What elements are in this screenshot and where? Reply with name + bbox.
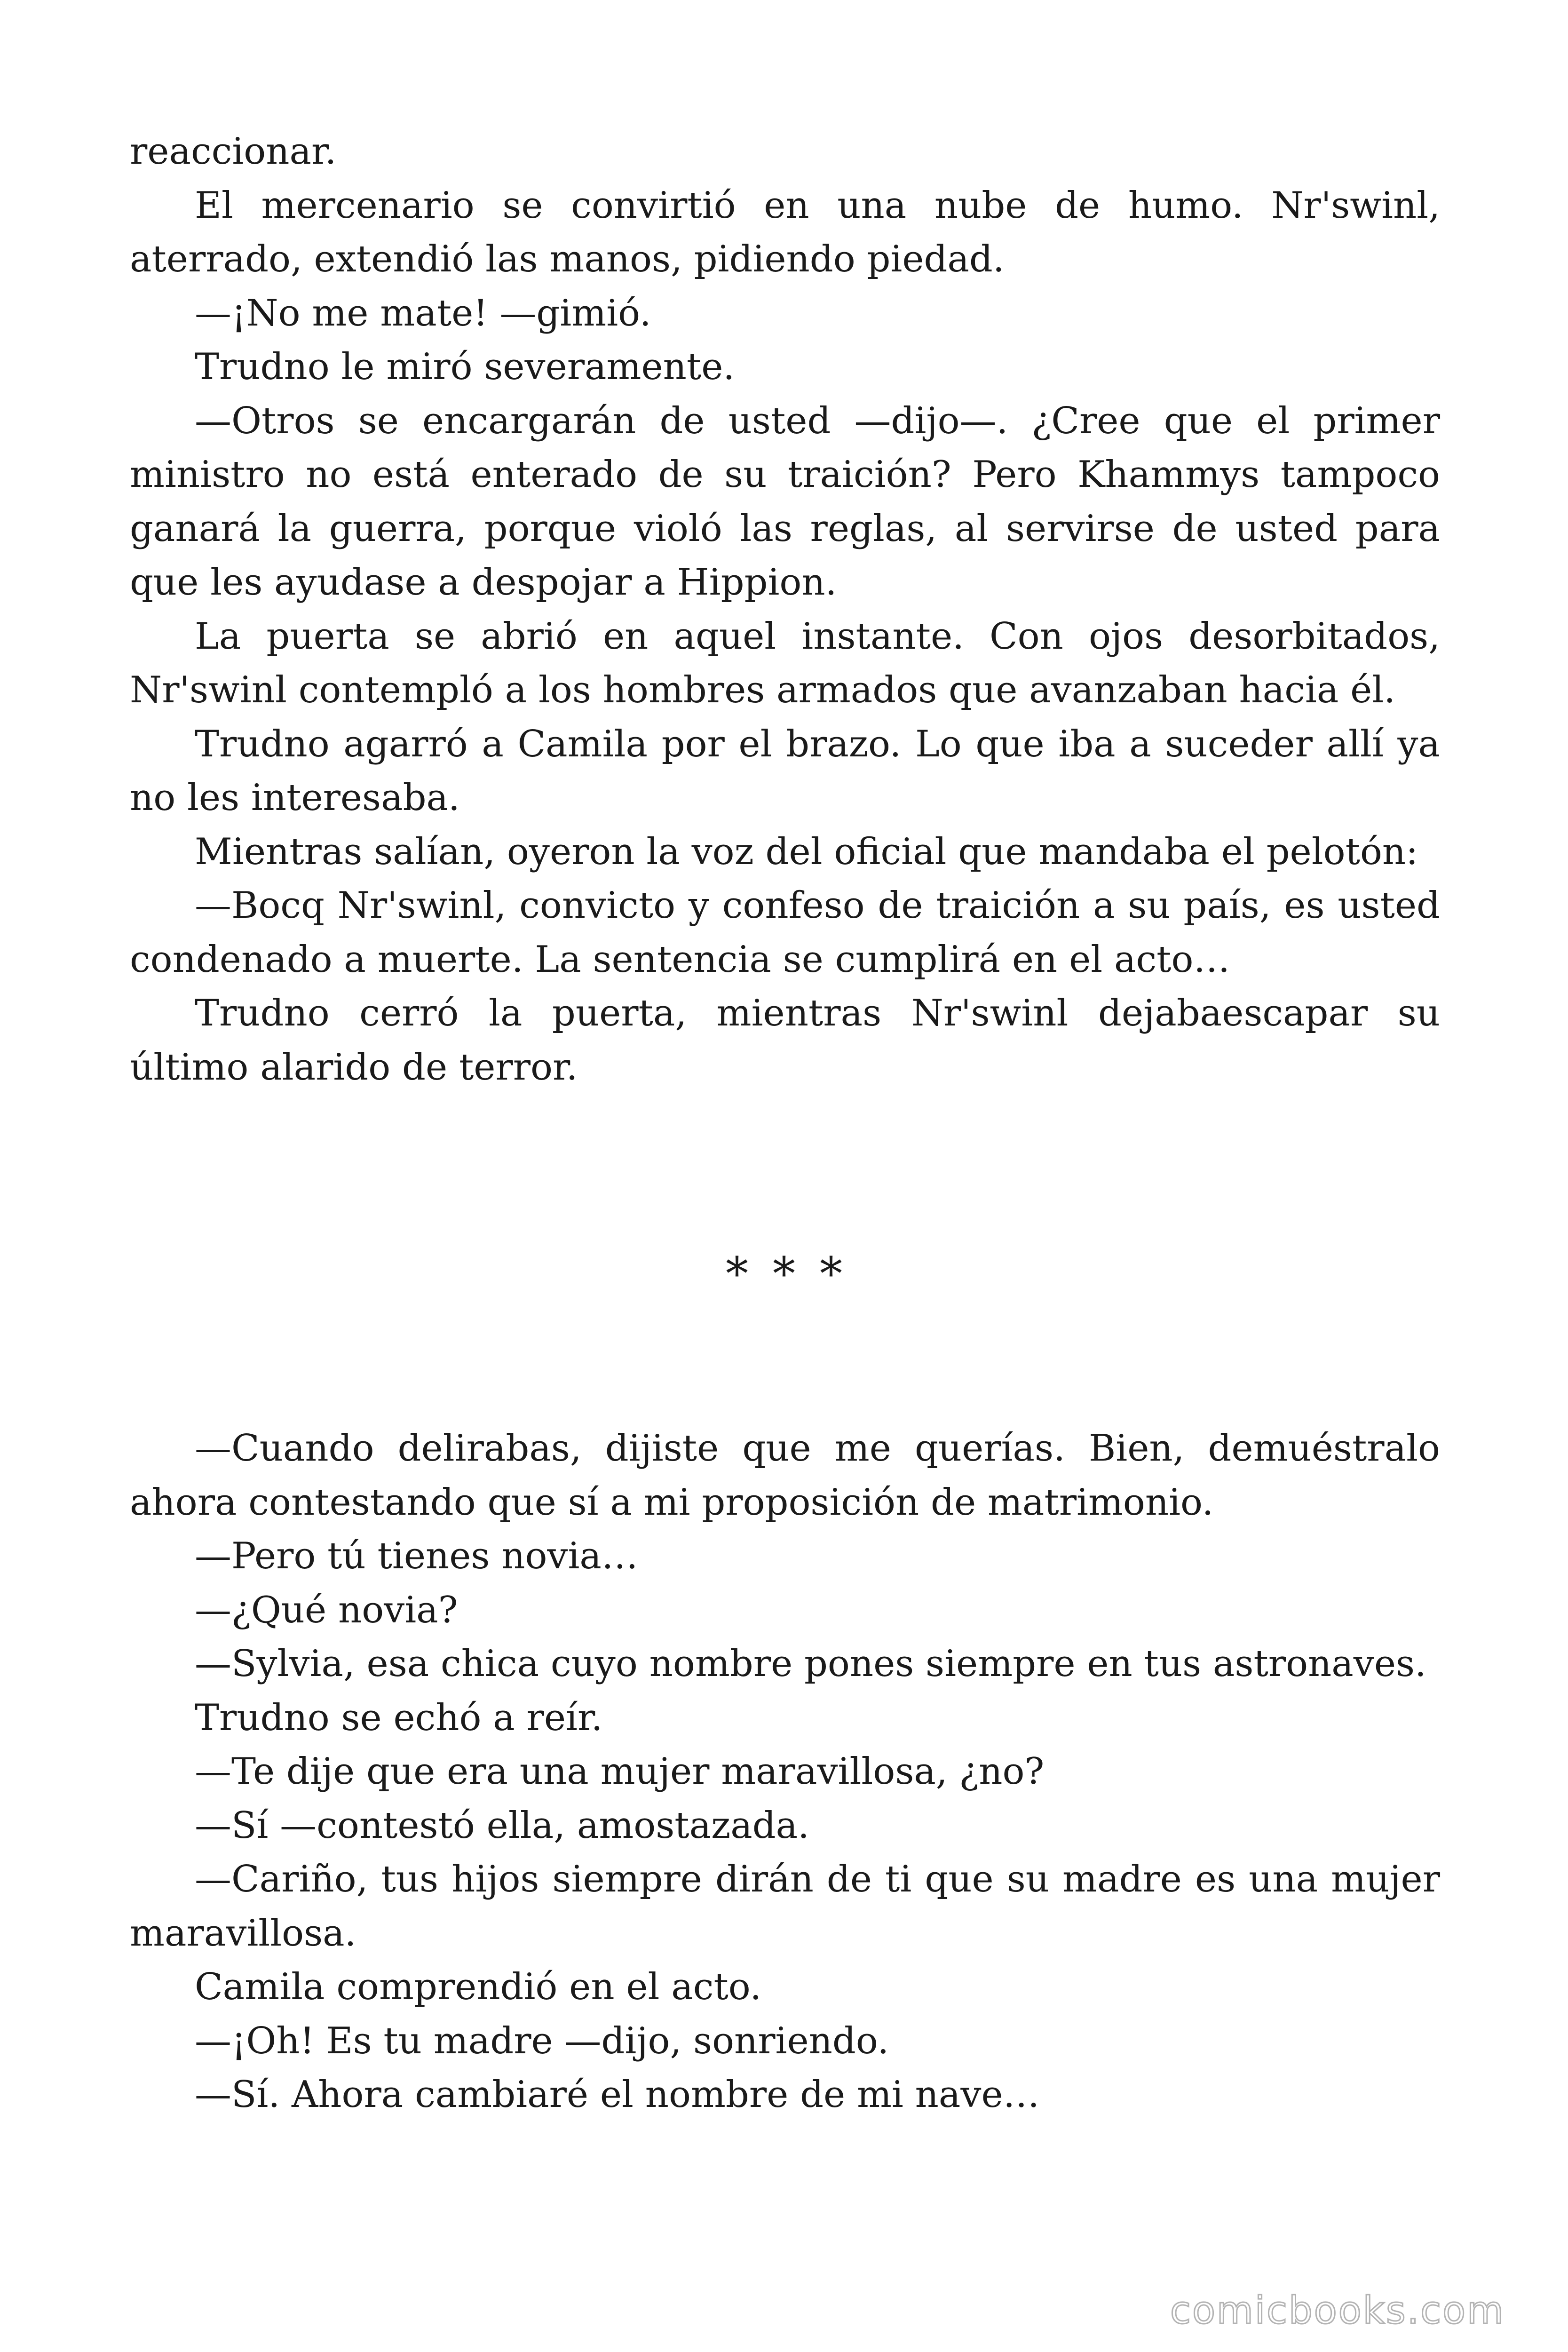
dialogue-line: —Bocq Nr'swinl, convicto y confeso de traición a su país, es usted condenado a muerte. La sentencia se cumplirá en el acto… [130,884,1440,981]
paragraph: Trudno cerró la puerta, mientras Nr'swinl dejabaescapar su último alarido de terror. [130,992,1440,1089]
watermark-logo: comicbooks.com [1170,2288,1505,2332]
paragraph: La puerta se abrió en aquel instante. Con ojos desorbitados, Nr'swinl contempló a los hombres armados que avanzaban hacia él. [130,615,1440,711]
dialogue-line: —¡No me mate! —gimió. [195,292,651,334]
dialogue-line: —Sylvia, esa chica cuyo nombre pones siempre en tus astronaves. [195,1643,1426,1685]
section-2-text [130,1422,1440,2122]
dialogue-line: —Cuando delirabas, dijiste que me querías. Bien, demuéstralo ahora contestando que sí a mi proposición de matrimonio. [130,1427,1440,1524]
dialogue-line: —Sí —contestó ella, amostazada. [195,1804,809,1847]
paragraph: Trudno agarró a Camila por el brazo. Lo que iba a suceder allí ya no les interesaba. [130,723,1440,819]
paragraph: El mercenario se convirtió en una nube de humo. Nr'swinl, aterrado, extendió las manos, pidiendo piedad. [130,184,1440,280]
paragraph: Mientras salían, oyeron la voz del oficial que mandaba el pelotón: [195,830,1418,873]
dialogue-line: —Cariño, tus hijos siempre dirán de ti que su madre es una mujer maravillosa. [130,1858,1440,1955]
section-1-text [130,125,1440,1094]
paragraph: reaccionar. [130,130,337,173]
dialogue-line: —¿Qué novia? [195,1589,458,1631]
dialogue-line: —Otros se encargarán de usted —dijo—. ¿Cree que el primer ministro no está enterado de su traición? Pero Khammys tampoco ganará la guerra, porque violó las reglas, al servirse de usted para que les ayudase a despojar a Hippion. [130,399,1440,604]
paragraph: Camila comprendió en el acto. [195,1966,762,2008]
dialogue-line: —Te dije que era una mujer maravillosa, ¿no? [195,1750,1045,1793]
separator-star: * [726,1248,748,1300]
section-separator [0,1246,1568,1302]
paragraph: Trudno le miró severamente. [195,346,735,388]
paragraph: Trudno se echó a reír. [195,1696,603,1739]
separator-star: * [773,1248,795,1300]
dialogue-line: —Pero tú tienes novia… [195,1535,638,1577]
dialogue-line: —Sí. Ahora cambiaré el nombre de mi nave… [195,2074,1040,2116]
separator-star: * [820,1248,842,1300]
dialogue-line: —¡Oh! Es tu madre —dijo, sonriendo. [195,2019,889,2062]
